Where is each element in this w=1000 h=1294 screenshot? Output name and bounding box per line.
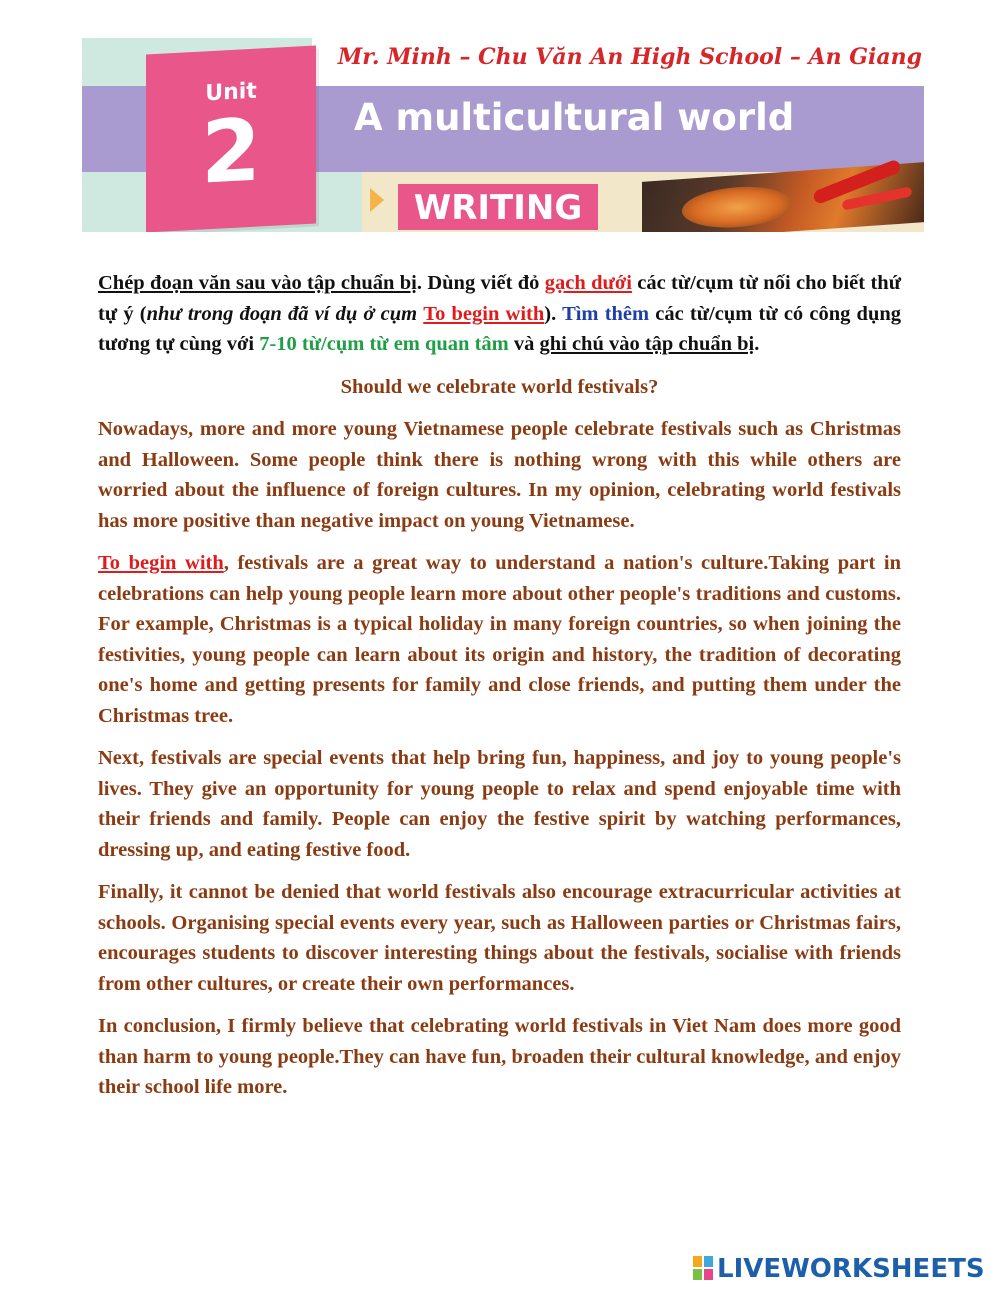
unit-number: 2 <box>201 100 261 204</box>
essay-body <box>98 414 901 1103</box>
instruction-part: 7-10 từ/cụm từ em quan tâm <box>259 333 509 355</box>
instruction-part: Chép đoạn văn sau vào tập chuẩn bị <box>98 272 417 294</box>
instruction-part: các từ/cụm từ có công dụng tương tự cùng với <box>98 302 902 355</box>
author-line: Mr. Minh – Chu Văn An High School – An Giang <box>337 44 922 70</box>
essay-title: Should we celebrate world festivals? <box>340 375 659 398</box>
unit-title: A multicultural world <box>354 96 795 139</box>
instruction-part: như trong đoạn đã ví dụ ở cụm <box>146 302 424 325</box>
logo-text: LIVEWORKSHEETS <box>717 1254 985 1284</box>
instructions <box>98 268 901 360</box>
instruction-part: . <box>754 333 760 355</box>
instruction-part: Tìm thêm <box>562 302 650 325</box>
instruction-part: ). <box>544 302 563 325</box>
essay-paragraph-intro: Nowadays, more and more young Vietnamese people celebrate festivals such as Christmas and Halloween. Some people think there is nothing wrong with this while others are worried about the influence of foreign cultures. In my opinion, celebrating world festivals has more positive than negative impact on young Vietnamese. <box>98 418 901 532</box>
linking-phrase: To begin with <box>98 552 224 574</box>
liveworksheets-logo <box>693 1254 985 1286</box>
unit-banner <box>82 38 924 232</box>
section-tag: WRITING <box>398 184 598 230</box>
liveworksheets-logo-icon <box>693 1256 715 1282</box>
dish-shape <box>682 183 792 231</box>
instruction-part: gạch dưới <box>544 272 632 294</box>
paragraph-text: , festivals are a great way to understand a nation's culture.Taking part in celebrations can help young people learn more about other people's traditions and customs. For example, Christmas is a typical holiday in many foreign countries, so when joining the festivities, young people can learn about its origin and history, the tradition of decorating one's home and getting presents for family and close friends, and putting them under the Christmas tree. <box>98 552 901 727</box>
unit-label: Unit <box>205 78 257 107</box>
worksheet-content <box>98 268 901 1103</box>
essay-paragraph-3: Finally, it cannot be denied that world festivals also encourage extracurricular activities at schools. Organising special events every year, such as Halloween parties or Christmas fairs, encourages students to discover interesting things about the festivals, socialise with friends from other cultures, or create their own performances. <box>98 881 901 995</box>
unit-tile <box>146 46 316 232</box>
essay-paragraph-conclusion: In conclusion, I firmly believe that celebrating world festivals in Viet Nam does more good than harm to young people.They can have fun, broaden their cultural knowledge, and enjoy their school life more. <box>98 1015 901 1098</box>
instruction-part: và <box>508 333 540 355</box>
instruction-part: ghi chú vào tập chuẩn bị <box>539 333 755 355</box>
instruction-part: các từ/cụm từ nối cho biết thứ tự ý ( <box>98 272 901 325</box>
essay-paragraph-2: Next, festivals are special events that help bring fun, happiness, and joy to young people's lives. They give an opportunity for young people to relax and spend enjoyable time with their friends and family. People can enjoy the festive spirit by watching performances, dressing up, and eating festive food. <box>98 747 901 861</box>
instruction-part: To begin with <box>423 302 545 325</box>
instruction-part: . Dùng viết đỏ <box>416 272 545 294</box>
essay-paragraph-1 <box>98 548 901 731</box>
arrow-decoration-icon <box>370 188 384 212</box>
